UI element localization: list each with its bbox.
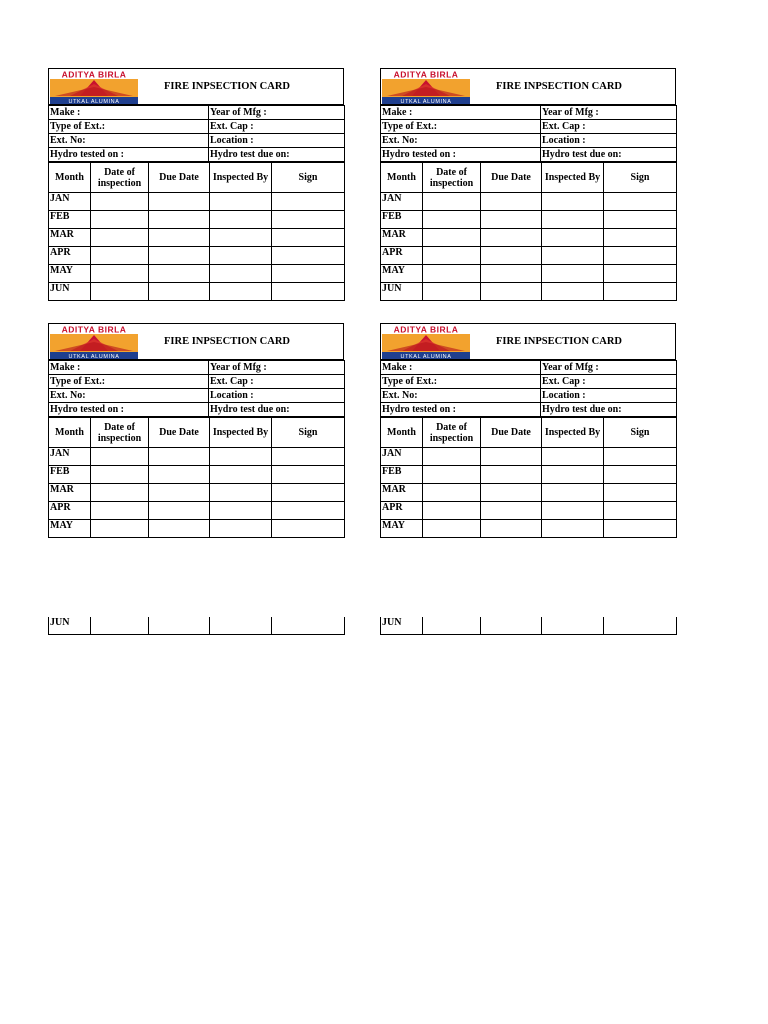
- month-row: [381, 484, 677, 502]
- card-info-table: [380, 360, 677, 417]
- card-title: FIRE INPSECTION CARD: [163, 81, 290, 92]
- card-title: FIRE INPSECTION CARD: [495, 336, 622, 347]
- inspected-by-cell[interactable]: [542, 229, 604, 247]
- inspected-by-cell[interactable]: [542, 502, 604, 520]
- due-date-cell[interactable]: [149, 502, 210, 520]
- type-of-ext-field[interactable]: Type of Ext.:: [381, 120, 541, 134]
- date-cell[interactable]: [91, 283, 149, 301]
- due-date-cell[interactable]: [481, 283, 542, 301]
- sign-cell[interactable]: [272, 193, 345, 211]
- col-sign-header: Sign: [272, 163, 345, 193]
- card-title: FIRE INPSECTION CARD: [163, 336, 290, 347]
- month-cell: FEB: [49, 211, 91, 229]
- due-date-cell[interactable]: [481, 265, 542, 283]
- sign-cell[interactable]: [272, 247, 345, 265]
- col-sign-header: Sign: [604, 163, 677, 193]
- hydro-due-field[interactable]: Hydro test due on:: [209, 148, 345, 162]
- col-sign-header: Sign: [272, 418, 345, 448]
- date-cell[interactable]: [423, 617, 481, 634]
- month-cell: FEB: [381, 466, 423, 484]
- date-cell[interactable]: [91, 247, 149, 265]
- due-date-cell[interactable]: [481, 229, 542, 247]
- col-due-header: Due Date: [481, 163, 542, 193]
- svg-text:ADITYA BIRLA: ADITYA BIRLA: [393, 325, 459, 335]
- inspected-by-cell[interactable]: [542, 283, 604, 301]
- ext-no-field[interactable]: Ext. No:: [381, 134, 541, 148]
- month-cell: MAY: [49, 265, 91, 283]
- month-cell: FEB: [49, 466, 91, 484]
- due-date-cell[interactable]: [481, 484, 542, 502]
- month-cell: FEB: [381, 211, 423, 229]
- sign-cell[interactable]: [604, 502, 677, 520]
- inspected-by-cell[interactable]: [542, 466, 604, 484]
- type-of-ext-field[interactable]: Type of Ext.:: [49, 120, 209, 134]
- date-cell[interactable]: [91, 229, 149, 247]
- card-info-table: [48, 105, 345, 162]
- card-header: [48, 68, 344, 105]
- month-row: [381, 265, 677, 283]
- hydro-tested-field[interactable]: Hydro tested on :: [49, 148, 209, 162]
- sign-cell[interactable]: [604, 617, 677, 634]
- location-field[interactable]: Location :: [209, 389, 345, 403]
- year-of-mfg-field[interactable]: Year of Mfg :: [209, 106, 345, 120]
- date-cell[interactable]: [423, 229, 481, 247]
- sign-cell[interactable]: [272, 448, 345, 466]
- fire-inspection-card: [380, 323, 676, 538]
- ext-cap-field[interactable]: Ext. Cap :: [541, 375, 677, 389]
- month-row: [381, 617, 677, 634]
- month-cell: JAN: [381, 193, 423, 211]
- inspected-by-cell[interactable]: [210, 211, 272, 229]
- hydro-due-field[interactable]: Hydro test due on:: [541, 148, 677, 162]
- date-cell[interactable]: [423, 265, 481, 283]
- due-date-cell[interactable]: [149, 283, 210, 301]
- col-month-header: Month: [381, 418, 423, 448]
- date-cell[interactable]: [423, 283, 481, 301]
- sign-cell[interactable]: [272, 265, 345, 283]
- inspection-table: [380, 417, 677, 538]
- inspected-by-cell[interactable]: [210, 520, 272, 538]
- month-row: [381, 520, 677, 538]
- month-row: [49, 283, 345, 301]
- month-row: [49, 193, 345, 211]
- month-cell: APR: [49, 502, 91, 520]
- month-cell: MAR: [49, 484, 91, 502]
- sign-cell[interactable]: [604, 211, 677, 229]
- date-cell[interactable]: [91, 448, 149, 466]
- due-date-cell[interactable]: [149, 265, 210, 283]
- due-date-cell[interactable]: [481, 247, 542, 265]
- sign-cell[interactable]: [604, 229, 677, 247]
- col-date-header: Date of inspection: [91, 418, 149, 448]
- inspection-table: [48, 162, 345, 301]
- date-cell[interactable]: [423, 520, 481, 538]
- sign-cell[interactable]: [272, 502, 345, 520]
- month-cell: JAN: [49, 193, 91, 211]
- location-field[interactable]: Location :: [541, 134, 677, 148]
- ext-cap-field[interactable]: Ext. Cap :: [541, 120, 677, 134]
- inspected-by-cell[interactable]: [210, 448, 272, 466]
- fire-inspection-card: [380, 68, 676, 301]
- ext-no-field[interactable]: Ext. No:: [49, 389, 209, 403]
- month-cell: MAR: [49, 229, 91, 247]
- sign-cell[interactable]: [604, 520, 677, 538]
- due-date-cell[interactable]: [149, 484, 210, 502]
- due-date-cell[interactable]: [481, 448, 542, 466]
- col-month-header: Month: [49, 163, 91, 193]
- date-cell[interactable]: [423, 466, 481, 484]
- month-row: [381, 229, 677, 247]
- year-of-mfg-field[interactable]: Year of Mfg :: [209, 361, 345, 375]
- month-cell: APR: [49, 247, 91, 265]
- month-row: [381, 211, 677, 229]
- make-field[interactable]: Make :: [49, 361, 209, 375]
- inspected-by-cell[interactable]: [542, 247, 604, 265]
- date-cell[interactable]: [91, 211, 149, 229]
- date-cell[interactable]: [91, 193, 149, 211]
- col-inspected-header: Inspected By: [542, 163, 604, 193]
- hydro-tested-field[interactable]: Hydro tested on :: [49, 403, 209, 417]
- detached-jun-row: [48, 617, 345, 635]
- card-header: [380, 323, 676, 360]
- inspected-by-cell[interactable]: [542, 211, 604, 229]
- date-cell[interactable]: [423, 211, 481, 229]
- col-date-header: Date of inspection: [91, 163, 149, 193]
- fire-inspection-card: [48, 68, 344, 301]
- month-cell: APR: [381, 247, 423, 265]
- month-row: [49, 448, 345, 466]
- due-date-cell[interactable]: [481, 466, 542, 484]
- inspected-by-cell[interactable]: [542, 484, 604, 502]
- col-due-header: Due Date: [149, 163, 210, 193]
- date-cell[interactable]: [423, 193, 481, 211]
- hydro-due-field[interactable]: Hydro test due on:: [541, 403, 677, 417]
- date-cell[interactable]: [423, 448, 481, 466]
- location-field[interactable]: Location :: [209, 134, 345, 148]
- sign-cell[interactable]: [272, 211, 345, 229]
- inspected-by-cell[interactable]: [542, 448, 604, 466]
- sign-cell[interactable]: [604, 283, 677, 301]
- month-row: [49, 211, 345, 229]
- sign-cell[interactable]: [604, 247, 677, 265]
- sign-cell[interactable]: [272, 484, 345, 502]
- month-cell: APR: [381, 502, 423, 520]
- aditya-birla-logo: [381, 324, 471, 359]
- due-date-cell[interactable]: [149, 448, 210, 466]
- aditya-birla-logo: [381, 69, 471, 104]
- due-date-cell[interactable]: [149, 229, 210, 247]
- col-inspected-header: Inspected By: [542, 418, 604, 448]
- month-row: [49, 247, 345, 265]
- date-cell[interactable]: [423, 484, 481, 502]
- sign-cell[interactable]: [272, 520, 345, 538]
- svg-text:ADITYA BIRLA: ADITYA BIRLA: [393, 70, 459, 80]
- month-row: [381, 283, 677, 301]
- inspected-by-cell[interactable]: [210, 617, 272, 634]
- date-cell[interactable]: [91, 502, 149, 520]
- month-cell: MAY: [381, 520, 423, 538]
- month-row: [49, 265, 345, 283]
- date-cell[interactable]: [423, 247, 481, 265]
- type-of-ext-field[interactable]: Type of Ext.:: [49, 375, 209, 389]
- month-cell: JAN: [381, 448, 423, 466]
- location-field[interactable]: Location :: [541, 389, 677, 403]
- date-cell[interactable]: [91, 466, 149, 484]
- year-of-mfg-field[interactable]: Year of Mfg :: [541, 106, 677, 120]
- hydro-due-field[interactable]: Hydro test due on:: [209, 403, 345, 417]
- month-cell: MAR: [381, 484, 423, 502]
- col-due-header: Due Date: [149, 418, 210, 448]
- svg-text:UTKAL ALUMINA: UTKAL ALUMINA: [68, 354, 120, 359]
- month-row: [49, 484, 345, 502]
- col-date-header: Date of inspection: [423, 418, 481, 448]
- card-header: [380, 68, 676, 105]
- card-header: [48, 323, 344, 360]
- due-date-cell[interactable]: [481, 211, 542, 229]
- month-row: [381, 466, 677, 484]
- hydro-tested-field[interactable]: Hydro tested on :: [381, 403, 541, 417]
- card-info-table: [48, 360, 345, 417]
- col-sign-header: Sign: [604, 418, 677, 448]
- year-of-mfg-field[interactable]: Year of Mfg :: [541, 361, 677, 375]
- col-inspected-header: Inspected By: [210, 163, 272, 193]
- month-cell: JUN: [381, 617, 423, 634]
- inspection-table: [380, 162, 677, 301]
- date-cell[interactable]: [91, 484, 149, 502]
- svg-text:ADITYA BIRLA: ADITYA BIRLA: [61, 70, 127, 80]
- svg-text:UTKAL ALUMINA: UTKAL ALUMINA: [400, 354, 452, 359]
- date-cell[interactable]: [91, 617, 149, 634]
- inspected-by-cell[interactable]: [210, 484, 272, 502]
- type-of-ext-field[interactable]: Type of Ext.:: [381, 375, 541, 389]
- hydro-tested-field[interactable]: Hydro tested on :: [381, 148, 541, 162]
- date-cell[interactable]: [423, 502, 481, 520]
- due-date-cell[interactable]: [149, 247, 210, 265]
- month-cell: MAY: [49, 520, 91, 538]
- sign-cell[interactable]: [604, 466, 677, 484]
- inspection-table: [48, 417, 345, 538]
- ext-cap-field[interactable]: Ext. Cap :: [209, 120, 345, 134]
- due-date-cell[interactable]: [149, 211, 210, 229]
- month-cell: JUN: [49, 283, 91, 301]
- due-date-cell[interactable]: [481, 520, 542, 538]
- svg-text:UTKAL ALUMINA: UTKAL ALUMINA: [68, 99, 120, 104]
- date-cell[interactable]: [91, 265, 149, 283]
- aditya-birla-logo: [49, 324, 139, 359]
- col-inspected-header: Inspected By: [210, 418, 272, 448]
- month-row: [49, 617, 345, 634]
- make-field[interactable]: Make :: [381, 106, 541, 120]
- month-cell: JAN: [49, 448, 91, 466]
- inspected-by-cell[interactable]: [210, 229, 272, 247]
- col-date-header: Date of inspection: [423, 163, 481, 193]
- svg-text:ADITYA BIRLA: ADITYA BIRLA: [61, 325, 127, 335]
- ext-no-field[interactable]: Ext. No:: [49, 134, 209, 148]
- col-month-header: Month: [381, 163, 423, 193]
- card-title: FIRE INPSECTION CARD: [495, 81, 622, 92]
- month-cell: JUN: [381, 283, 423, 301]
- sign-cell[interactable]: [272, 466, 345, 484]
- sign-cell[interactable]: [604, 193, 677, 211]
- month-row: [381, 448, 677, 466]
- fire-inspection-card: [48, 323, 344, 538]
- month-cell: MAR: [381, 229, 423, 247]
- detached-jun-row: [380, 617, 677, 635]
- inspected-by-cell[interactable]: [210, 466, 272, 484]
- month-row: [381, 502, 677, 520]
- month-row: [49, 229, 345, 247]
- due-date-cell[interactable]: [481, 502, 542, 520]
- inspected-by-cell[interactable]: [542, 520, 604, 538]
- month-cell: MAY: [381, 265, 423, 283]
- inspected-by-cell[interactable]: [210, 193, 272, 211]
- col-month-header: Month: [49, 418, 91, 448]
- inspected-by-cell[interactable]: [210, 502, 272, 520]
- month-row: [49, 520, 345, 538]
- sign-cell[interactable]: [604, 484, 677, 502]
- card-info-table: [380, 105, 677, 162]
- due-date-cell[interactable]: [149, 617, 210, 634]
- inspected-by-cell[interactable]: [542, 265, 604, 283]
- month-row: [49, 466, 345, 484]
- aditya-birla-logo: [49, 69, 139, 104]
- due-date-cell[interactable]: [481, 617, 542, 634]
- month-row: [381, 247, 677, 265]
- date-cell[interactable]: [91, 520, 149, 538]
- make-field[interactable]: Make :: [49, 106, 209, 120]
- sign-cell[interactable]: [272, 229, 345, 247]
- inspected-by-cell[interactable]: [542, 617, 604, 634]
- ext-cap-field[interactable]: Ext. Cap :: [209, 375, 345, 389]
- due-date-cell[interactable]: [149, 193, 210, 211]
- inspected-by-cell[interactable]: [210, 265, 272, 283]
- due-date-cell[interactable]: [149, 466, 210, 484]
- month-cell: JUN: [49, 617, 91, 634]
- month-row: [381, 193, 677, 211]
- sign-cell[interactable]: [272, 617, 345, 634]
- due-date-cell[interactable]: [481, 193, 542, 211]
- ext-no-field[interactable]: Ext. No:: [381, 389, 541, 403]
- sign-cell[interactable]: [272, 283, 345, 301]
- col-due-header: Due Date: [481, 418, 542, 448]
- inspected-by-cell[interactable]: [210, 247, 272, 265]
- sign-cell[interactable]: [604, 448, 677, 466]
- sign-cell[interactable]: [604, 265, 677, 283]
- make-field[interactable]: Make :: [381, 361, 541, 375]
- inspected-by-cell[interactable]: [210, 283, 272, 301]
- due-date-cell[interactable]: [149, 520, 210, 538]
- month-row: [49, 502, 345, 520]
- svg-text:UTKAL ALUMINA: UTKAL ALUMINA: [400, 99, 452, 104]
- inspected-by-cell[interactable]: [542, 193, 604, 211]
